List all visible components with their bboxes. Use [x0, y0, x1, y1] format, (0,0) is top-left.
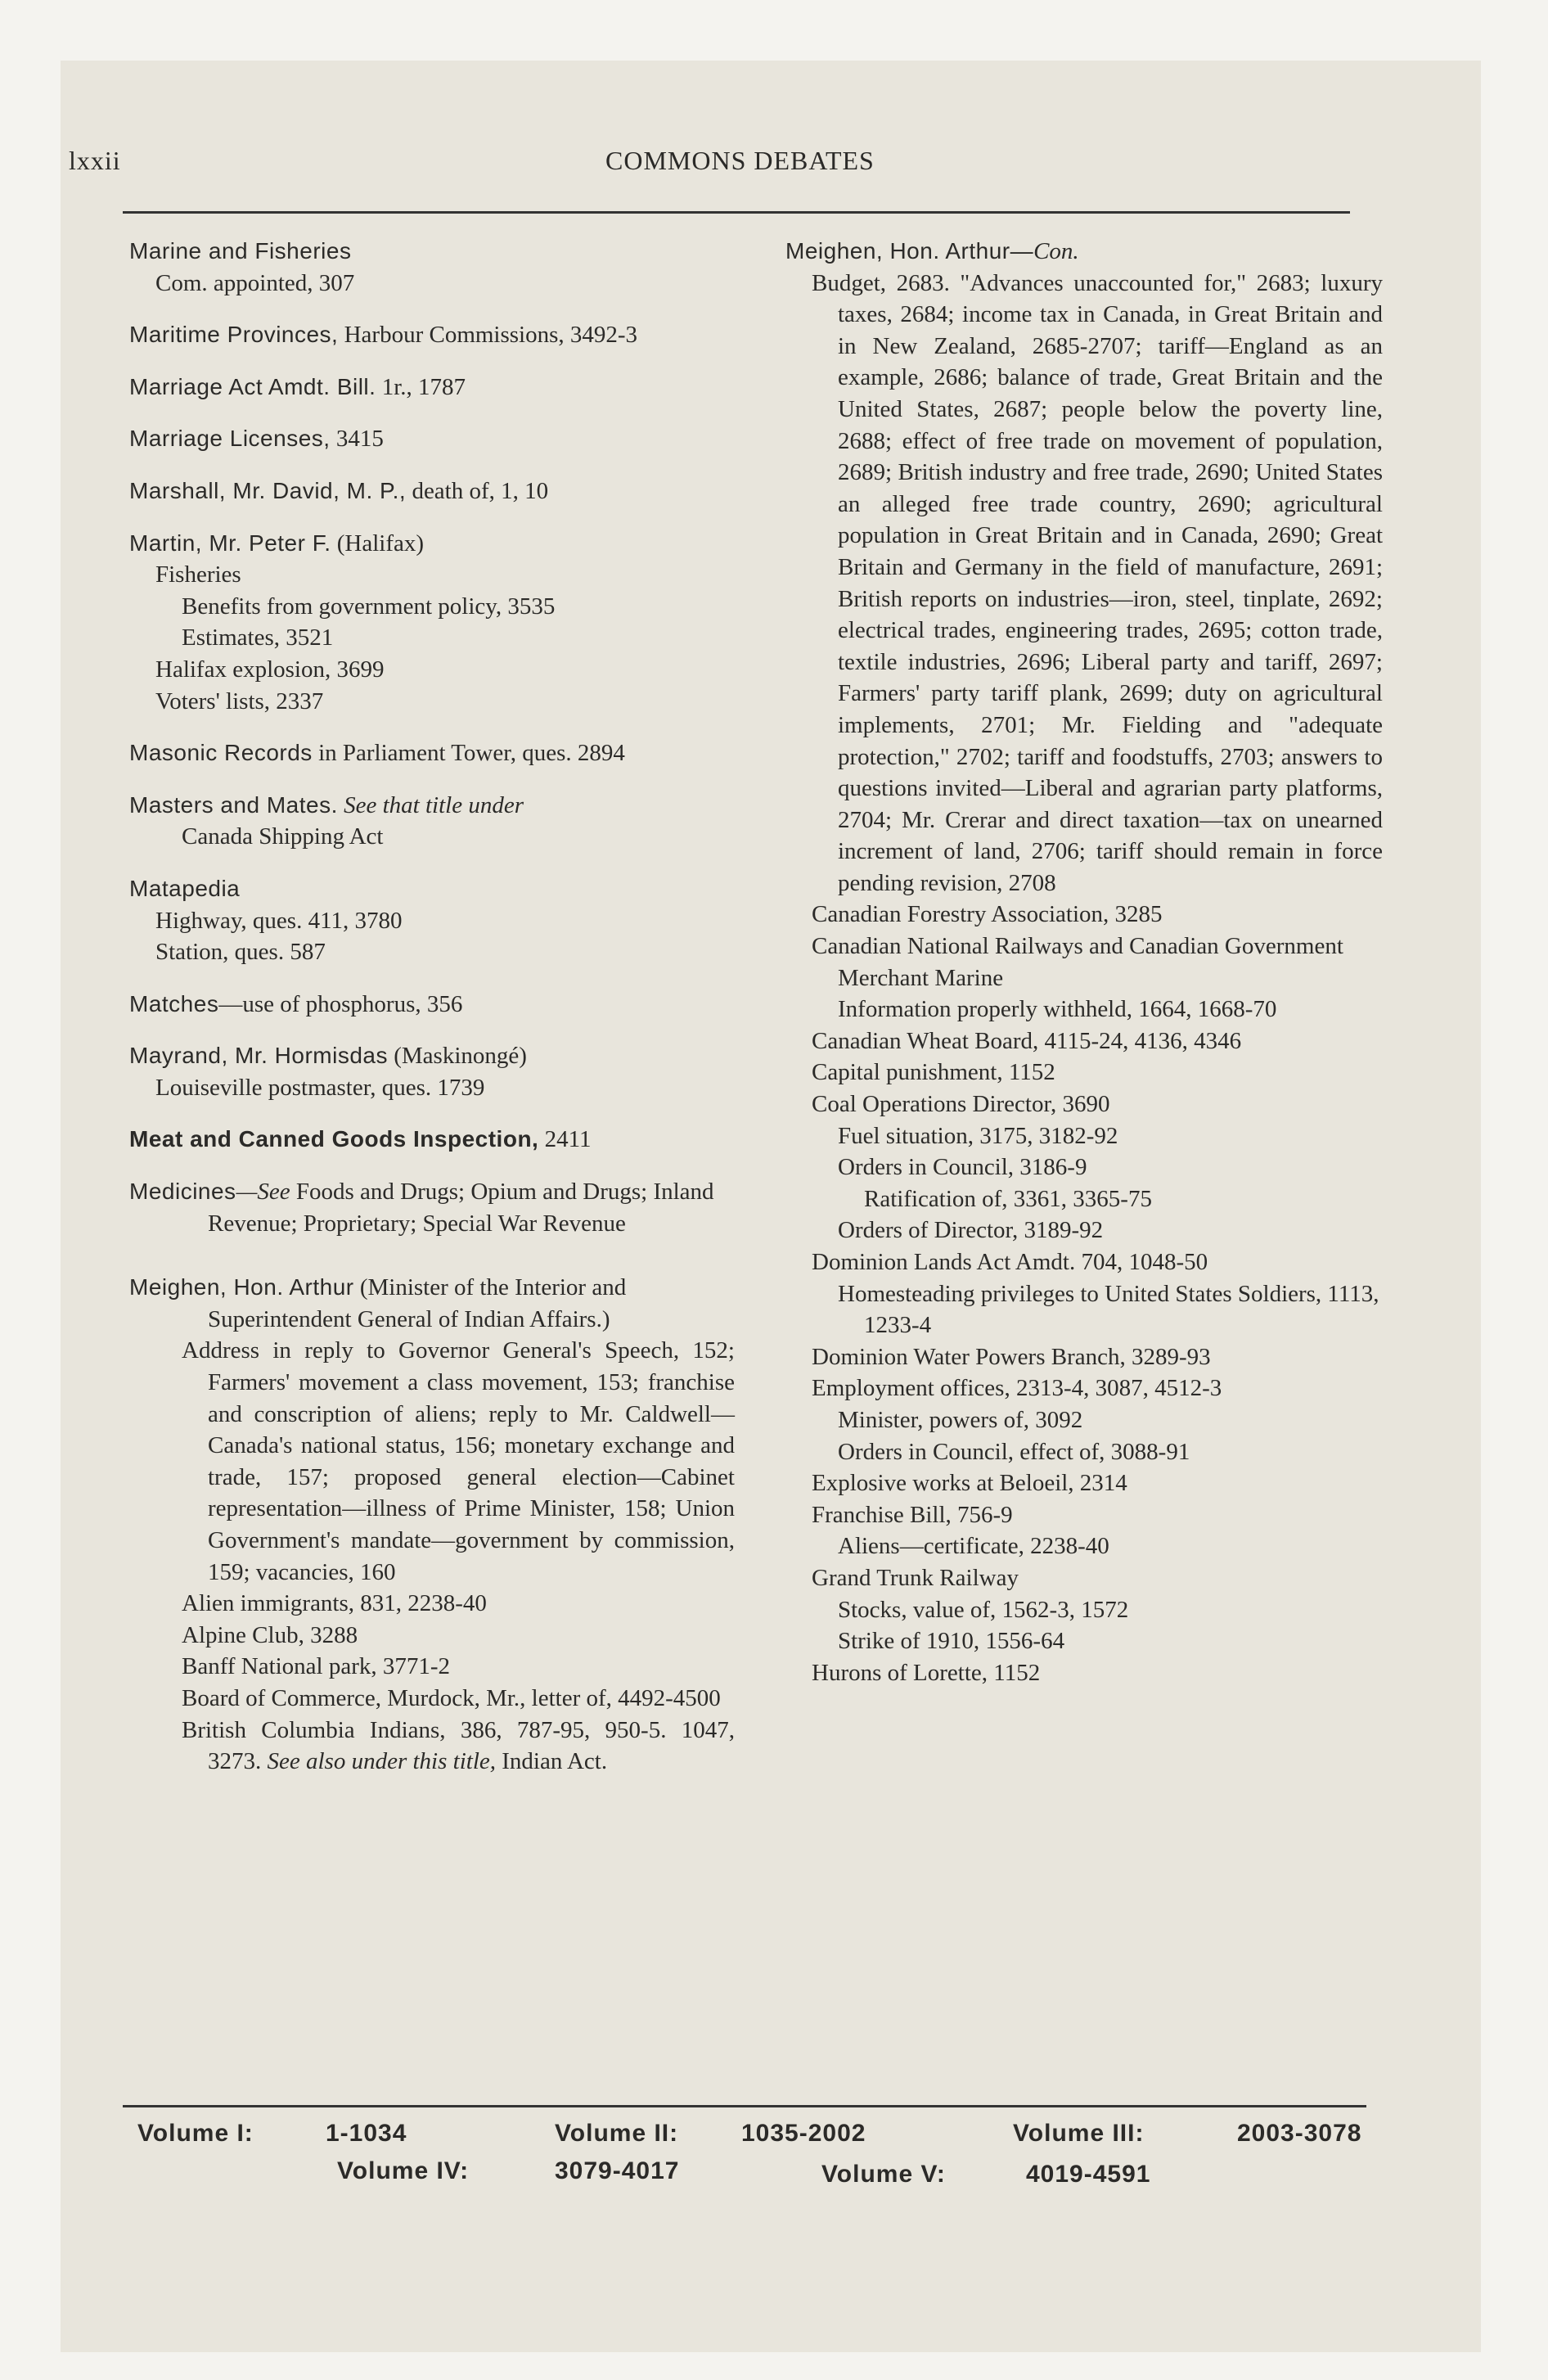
entry-heading: Marine and Fisheries: [129, 238, 352, 264]
index-entry: Dominion Water Powers Branch, 3289-93: [812, 1343, 1211, 1370]
see-reference: See that title under: [337, 791, 524, 818]
entry-text: (Maskinongé): [387, 1043, 527, 1070]
index-entry: [129, 236, 735, 299]
entry-heading: Meighen, Hon. Arthur: [129, 1274, 354, 1300]
sub-entry: Information properly withheld, 1664, 1668-70: [838, 996, 1277, 1023]
see-reference: —See: [236, 1179, 290, 1206]
index-entry: [129, 1176, 735, 1239]
right-column: [785, 236, 1383, 1688]
index-entry: [129, 1272, 735, 1778]
sub-entry: Orders in Council, 3186-9: [838, 1154, 1087, 1181]
entry-text: (Minister of the Interior and Superintendent General of Indian Affairs.): [208, 1274, 627, 1332]
sub-entry: Alpine Club, 3288: [182, 1621, 358, 1648]
index-entry: Dominion Lands Act Amdt. 704, 1048-50: [812, 1249, 1208, 1275]
index-entry: [129, 1040, 735, 1103]
entry-heading: Matapedia: [129, 875, 241, 901]
entry-text: Indian Act.: [496, 1748, 608, 1775]
index-entry: Employment offices, 2313-4, 3087, 4512-3: [812, 1375, 1222, 1402]
entry-heading: Meighen, Hon. Arthur—: [785, 238, 1034, 264]
index-entry: [129, 1124, 735, 1156]
index-entry: Franchise Bill, 756-9: [812, 1501, 1013, 1528]
sub-entry: Budget, 2683. "Advances unaccounted for," 2683; luxury taxes, 2684; income tax in Canada, in Great Britain and in New Zealand, 2685-2707; tariff—England as an example, 2686; balance of trade, Great Britain and the United States, 2687; people below the poverty line, 2688; effect of free trade on movement of population, 2689; British industry and free trade, 2690; United States an alleged free trade country, 2690; agricultural population in Great Britain and in Canada, 2690; Great Britain and Germany in the field of manufacture, 2691; British reports on industries—iron, steel, tinplate, 2692; electrical trades, engineering trades, 2695; cotton trade, textile industries, 2696; Liberal party and tariff, 2697; Farmers' party tariff plank, 2699; duty on agricultural implements, 2701; Mr. Fielding and "adequate protection," 2702; tariff and foodstuffs, 2703; answers to questions invited—Liberal and agrarian party platforms, 2704; Mr. Crerar and direct taxation—tax on unearned increment of land, 2706; tariff should remain in force pending revision, 2708: [812, 269, 1383, 896]
sub-sub-entry: Benefits from government policy, 3535: [182, 593, 556, 620]
sub-entry: Alien immigrants, 831, 2238-40: [182, 1590, 487, 1617]
volume-4-range: 3079-4017: [555, 2157, 680, 2184]
entry-text: Harbour Commissions, 3492-3: [338, 322, 638, 349]
volume-2-label: Volume II:: [555, 2120, 679, 2147]
index-entry: Canadian National Railways and Canadian Government Merchant Marine: [812, 933, 1343, 991]
sub-entry: Stocks, value of, 1562-3, 1572: [838, 1596, 1129, 1623]
entry-heading: Mayrand, Mr. Hormisdas: [129, 1043, 388, 1069]
sub-entry: Aliens—certificate, 2238-40: [838, 1533, 1109, 1560]
entry-text: death of, 1, 10: [406, 477, 549, 504]
volume-3-label: Volume III:: [1013, 2120, 1145, 2147]
sub-entry: Station, ques. 587: [155, 939, 326, 966]
sub-entry: Louiseville postmaster, ques. 1739: [155, 1074, 485, 1101]
entry-heading: Marriage Licenses,: [129, 426, 331, 452]
header-rule: [123, 211, 1350, 214]
continued-marker: Con.: [1033, 238, 1079, 264]
entry-heading: Marriage Act Amdt. Bill.: [129, 373, 376, 399]
index-entry: [129, 989, 735, 1021]
volume-2-range: 1035-2002: [741, 2120, 866, 2147]
index-entry: Explosive works at Beloeil, 2314: [812, 1470, 1127, 1497]
entry-text: 2411: [538, 1126, 592, 1153]
volume-1-label: Volume I:: [137, 2120, 254, 2147]
volume-4-label: Volume IV:: [337, 2157, 470, 2184]
index-entry: [129, 790, 735, 853]
entry-text: —use of phosphorus, 356: [218, 990, 463, 1017]
continued-heading: [785, 236, 1383, 268]
index-entry: Grand Trunk Railway: [812, 1564, 1019, 1591]
sub-entry: Orders in Council, effect of, 3088-91: [838, 1438, 1190, 1465]
entry-heading: Matches: [129, 990, 219, 1016]
sub-entry: Highway, ques. 411, 3780: [155, 907, 403, 934]
sub-entry: Com. appointed, 307: [155, 269, 355, 296]
entry-text: British Columbia Indians, 386, 787-95, 950-5. 1047, 3273.: [182, 1716, 735, 1775]
index-entry: [129, 476, 735, 507]
sub-entry: Fuel situation, 3175, 3182-92: [838, 1122, 1118, 1149]
entry-text: 1r., 1787: [376, 373, 466, 400]
sub-entry: Fisheries: [155, 561, 241, 588]
index-entry: Canadian Forestry Association, 3285: [812, 901, 1163, 928]
sub-entry: Strike of 1910, 1556-64: [838, 1628, 1065, 1655]
index-entry: [129, 737, 735, 769]
sub-entry: Homesteading privileges to United States Soldiers, 1113, 1233-4: [838, 1280, 1379, 1339]
sub-entry: Board of Commerce, Murdock, Mr., letter of, 4492-4500: [182, 1684, 721, 1711]
volume-5-label: Volume V:: [821, 2161, 946, 2188]
sub-entry: Orders of Director, 3189-92: [838, 1217, 1104, 1244]
index-entry: [129, 319, 735, 351]
entry-text: in Parliament Tower, ques. 2894: [312, 740, 625, 767]
entry-text: (Halifax): [331, 530, 425, 557]
index-entry: [129, 873, 735, 968]
entry-text: 3415: [330, 426, 384, 453]
volume-5-range: 4019-4591: [1026, 2161, 1151, 2188]
sub-entry: Banff National park, 3771-2: [182, 1653, 451, 1680]
index-entry: Hurons of Lorette, 1152: [812, 1659, 1041, 1686]
sub-entry: Minister, powers of, 3092: [838, 1406, 1083, 1433]
sub-entry: Halifax explosion, 3699: [155, 656, 385, 683]
entry-heading: Medicines: [129, 1179, 236, 1205]
index-entry: [129, 372, 735, 403]
index-entry: [129, 423, 735, 455]
entry-heading: Martin, Mr. Peter F.: [129, 530, 331, 556]
entry-text: Foods and Drugs; Opium and Drugs; Inland Revenue; Proprietary; Special War Revenue: [208, 1179, 714, 1237]
entry-heading: Masters and Mates.: [129, 791, 338, 818]
page-folio: lxxii: [69, 146, 121, 175]
index-entry: [129, 528, 735, 718]
entry-heading: Maritime Provinces,: [129, 322, 339, 348]
see-reference: See also under this title,: [261, 1748, 496, 1775]
left-column: [129, 236, 735, 1778]
entry-heading: Marshall, Mr. David, M. P.,: [129, 477, 407, 503]
entry-heading: Masonic Records: [129, 740, 313, 766]
volume-3-range: 2003-3078: [1237, 2120, 1362, 2147]
entry-text: Canada Shipping Act: [182, 823, 384, 850]
sub-sub-entry: Estimates, 3521: [182, 624, 334, 651]
index-entry: Capital punishment, 1152: [812, 1059, 1055, 1086]
footer-rule: [123, 2105, 1366, 2107]
sub-sub-entry: Ratification of, 3361, 3365-75: [864, 1185, 1152, 1212]
sub-entry: Voters' lists, 2337: [155, 687, 324, 714]
running-title: COMMONS DEBATES: [605, 146, 875, 175]
sub-entry: Address in reply to Governor General's Speech, 152; Farmers' movement a class movement, 153; franchise and conscription of aliens; reply to Mr. Caldwell—Canada's national status, 156; monetary exchange and trade, 157; proposed general election—Cabinet representation—illness of Prime Minister, 158; Union Government's mandate—government by commission, 159; vacancies, 160: [182, 1337, 735, 1585]
index-entry: Coal Operations Director, 3690: [812, 1091, 1110, 1118]
entry-heading: Meat and Canned Goods Inspection,: [129, 1126, 539, 1152]
volume-1-range: 1-1034: [326, 2120, 407, 2147]
sub-entry: [129, 1715, 735, 1778]
index-entry: Canadian Wheat Board, 4115-24, 4136, 4346: [812, 1027, 1242, 1054]
